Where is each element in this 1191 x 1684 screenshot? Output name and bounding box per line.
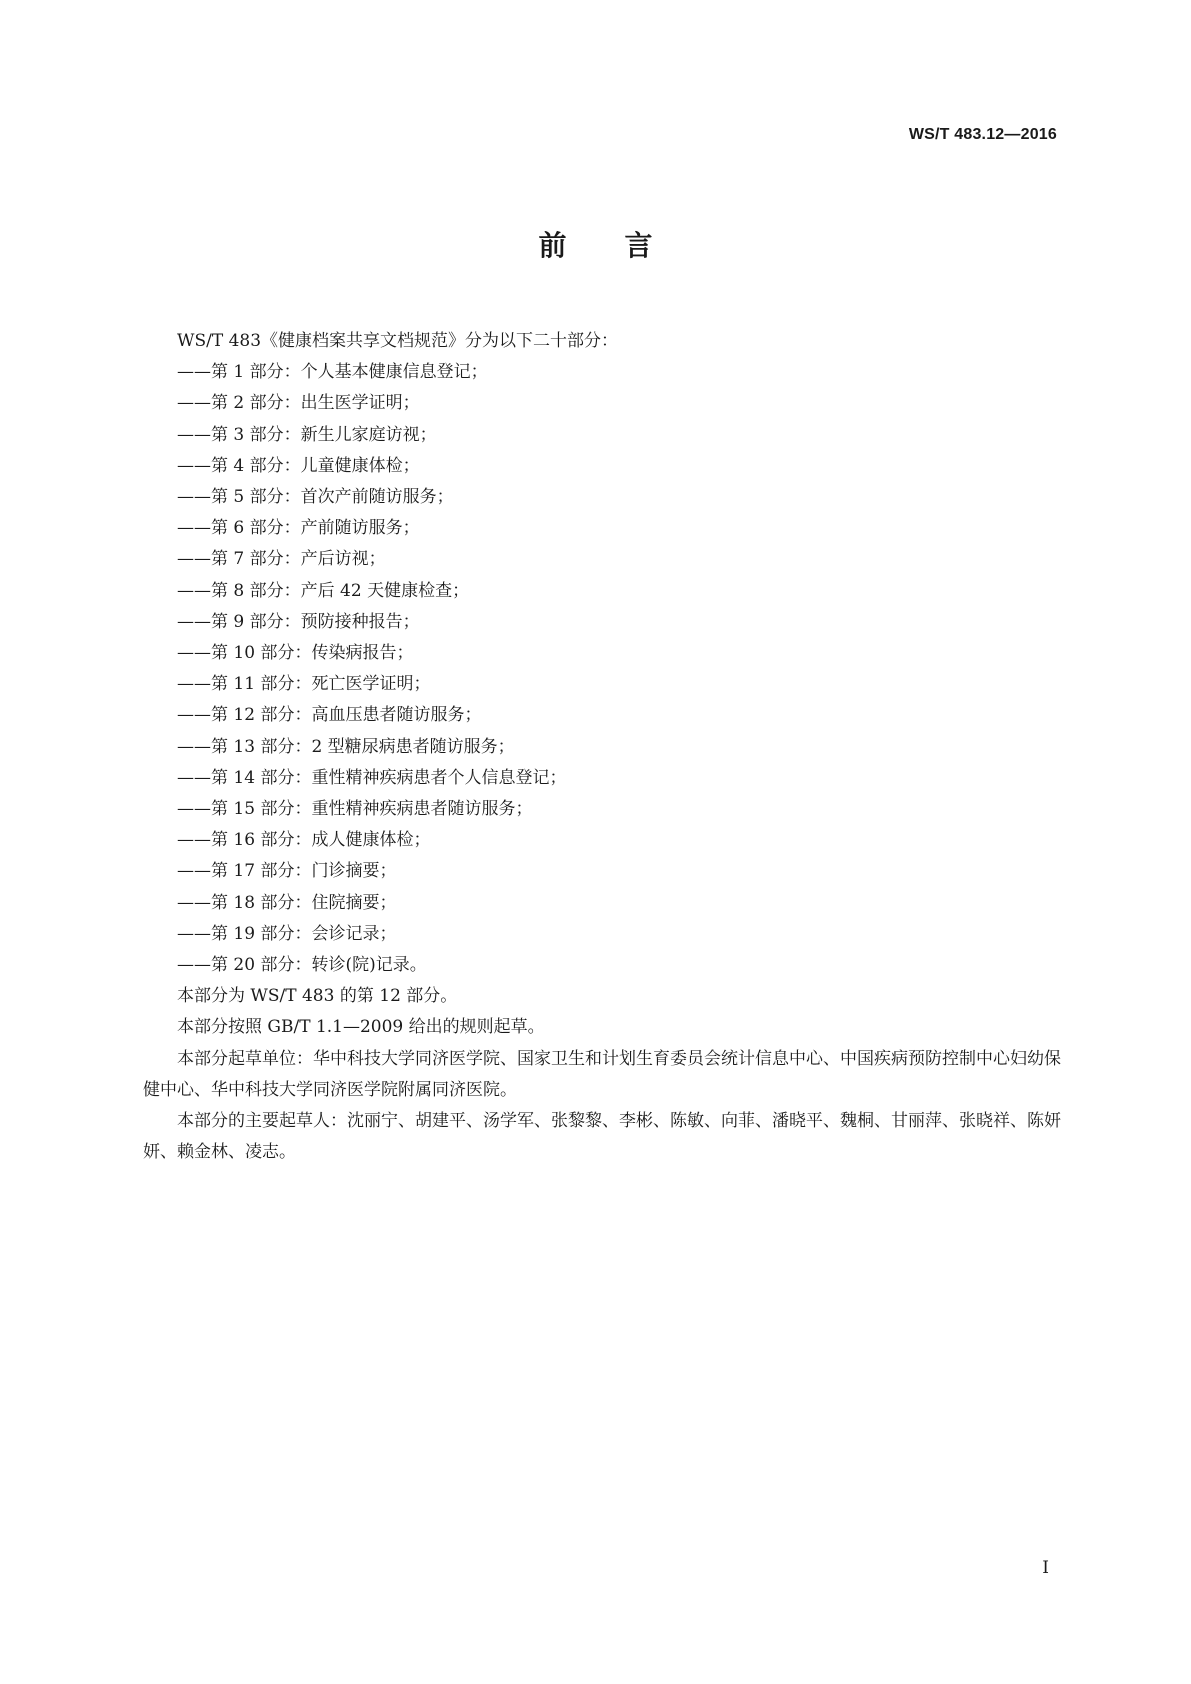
list-item: ——第 8 部分：产后 42 天健康检查；: [177, 580, 470, 601]
drafting-rule: 本部分按照 GB/T 1.1—2009 给出的规则起草。: [177, 1017, 545, 1038]
list-item: ——第 19 部分：会诊记录；: [177, 923, 397, 944]
part-statement: 本部分为 WS/T 483 的第 12 部分。: [177, 986, 458, 1007]
list-item: ——第 16 部分：成人健康体检；: [177, 830, 431, 851]
list-item: ——第 5 部分：首次产前随访服务；: [177, 487, 454, 508]
list-item: ——第 11 部分：死亡医学证明；: [177, 674, 431, 695]
document-body: [143, 326, 1061, 1168]
list-item: ——第 3 部分：新生儿家庭访视；: [177, 424, 437, 445]
list-item: ——第 14 部分：重性精神疾病患者个人信息登记；: [177, 767, 567, 788]
list-item: ——第 4 部分：儿童健康体检；: [177, 455, 420, 476]
parts-list: [143, 357, 1061, 981]
list-item: ——第 17 部分：门诊摘要；: [177, 861, 397, 882]
standard-code: WS/T 483.12—2016: [908, 126, 1057, 143]
intro-paragraph: WS/T 483《健康档案共享文档规范》分为以下二十部分：: [177, 331, 619, 351]
list-item: ——第 13 部分：2 型糖尿病患者随访服务；: [177, 736, 515, 757]
list-item: ——第 12 部分：高血压患者随访服务；: [177, 705, 482, 726]
list-item: ——第 1 部分：个人基本健康信息登记；: [177, 362, 488, 383]
page-number: I: [1042, 1558, 1049, 1578]
drafting-units: 本部分起草单位：华中科技大学同济医学院、国家卫生和计划生育委员会统计信息中心、中国疾病预防控制中心妇幼保健中心、华中科技大学同济医学院附属同济医院。: [143, 1048, 1061, 1100]
list-item: ——第 9 部分：预防接种报告；: [177, 611, 420, 632]
list-item: ——第 20 部分：转诊(院)记录。: [177, 955, 427, 976]
list-item: ——第 6 部分：产前随访服务；: [177, 518, 420, 539]
page-title: 前言: [538, 229, 711, 262]
list-item: ——第 2 部分：出生医学证明；: [177, 393, 420, 414]
list-item: ——第 10 部分：传染病报告；: [177, 643, 414, 664]
list-item: ——第 18 部分：住院摘要；: [177, 892, 397, 913]
list-item: ——第 15 部分：重性精神疾病患者随访服务；: [177, 799, 533, 820]
main-drafters: 本部分的主要起草人：沈丽宁、胡建平、汤学军、张黎黎、李彬、陈敏、向菲、潘晓平、魏桐、甘丽萍、张晓祥、陈妍妍、赖金林、凌志。: [143, 1111, 1061, 1163]
list-item: ——第 7 部分：产后访视；: [177, 549, 386, 570]
